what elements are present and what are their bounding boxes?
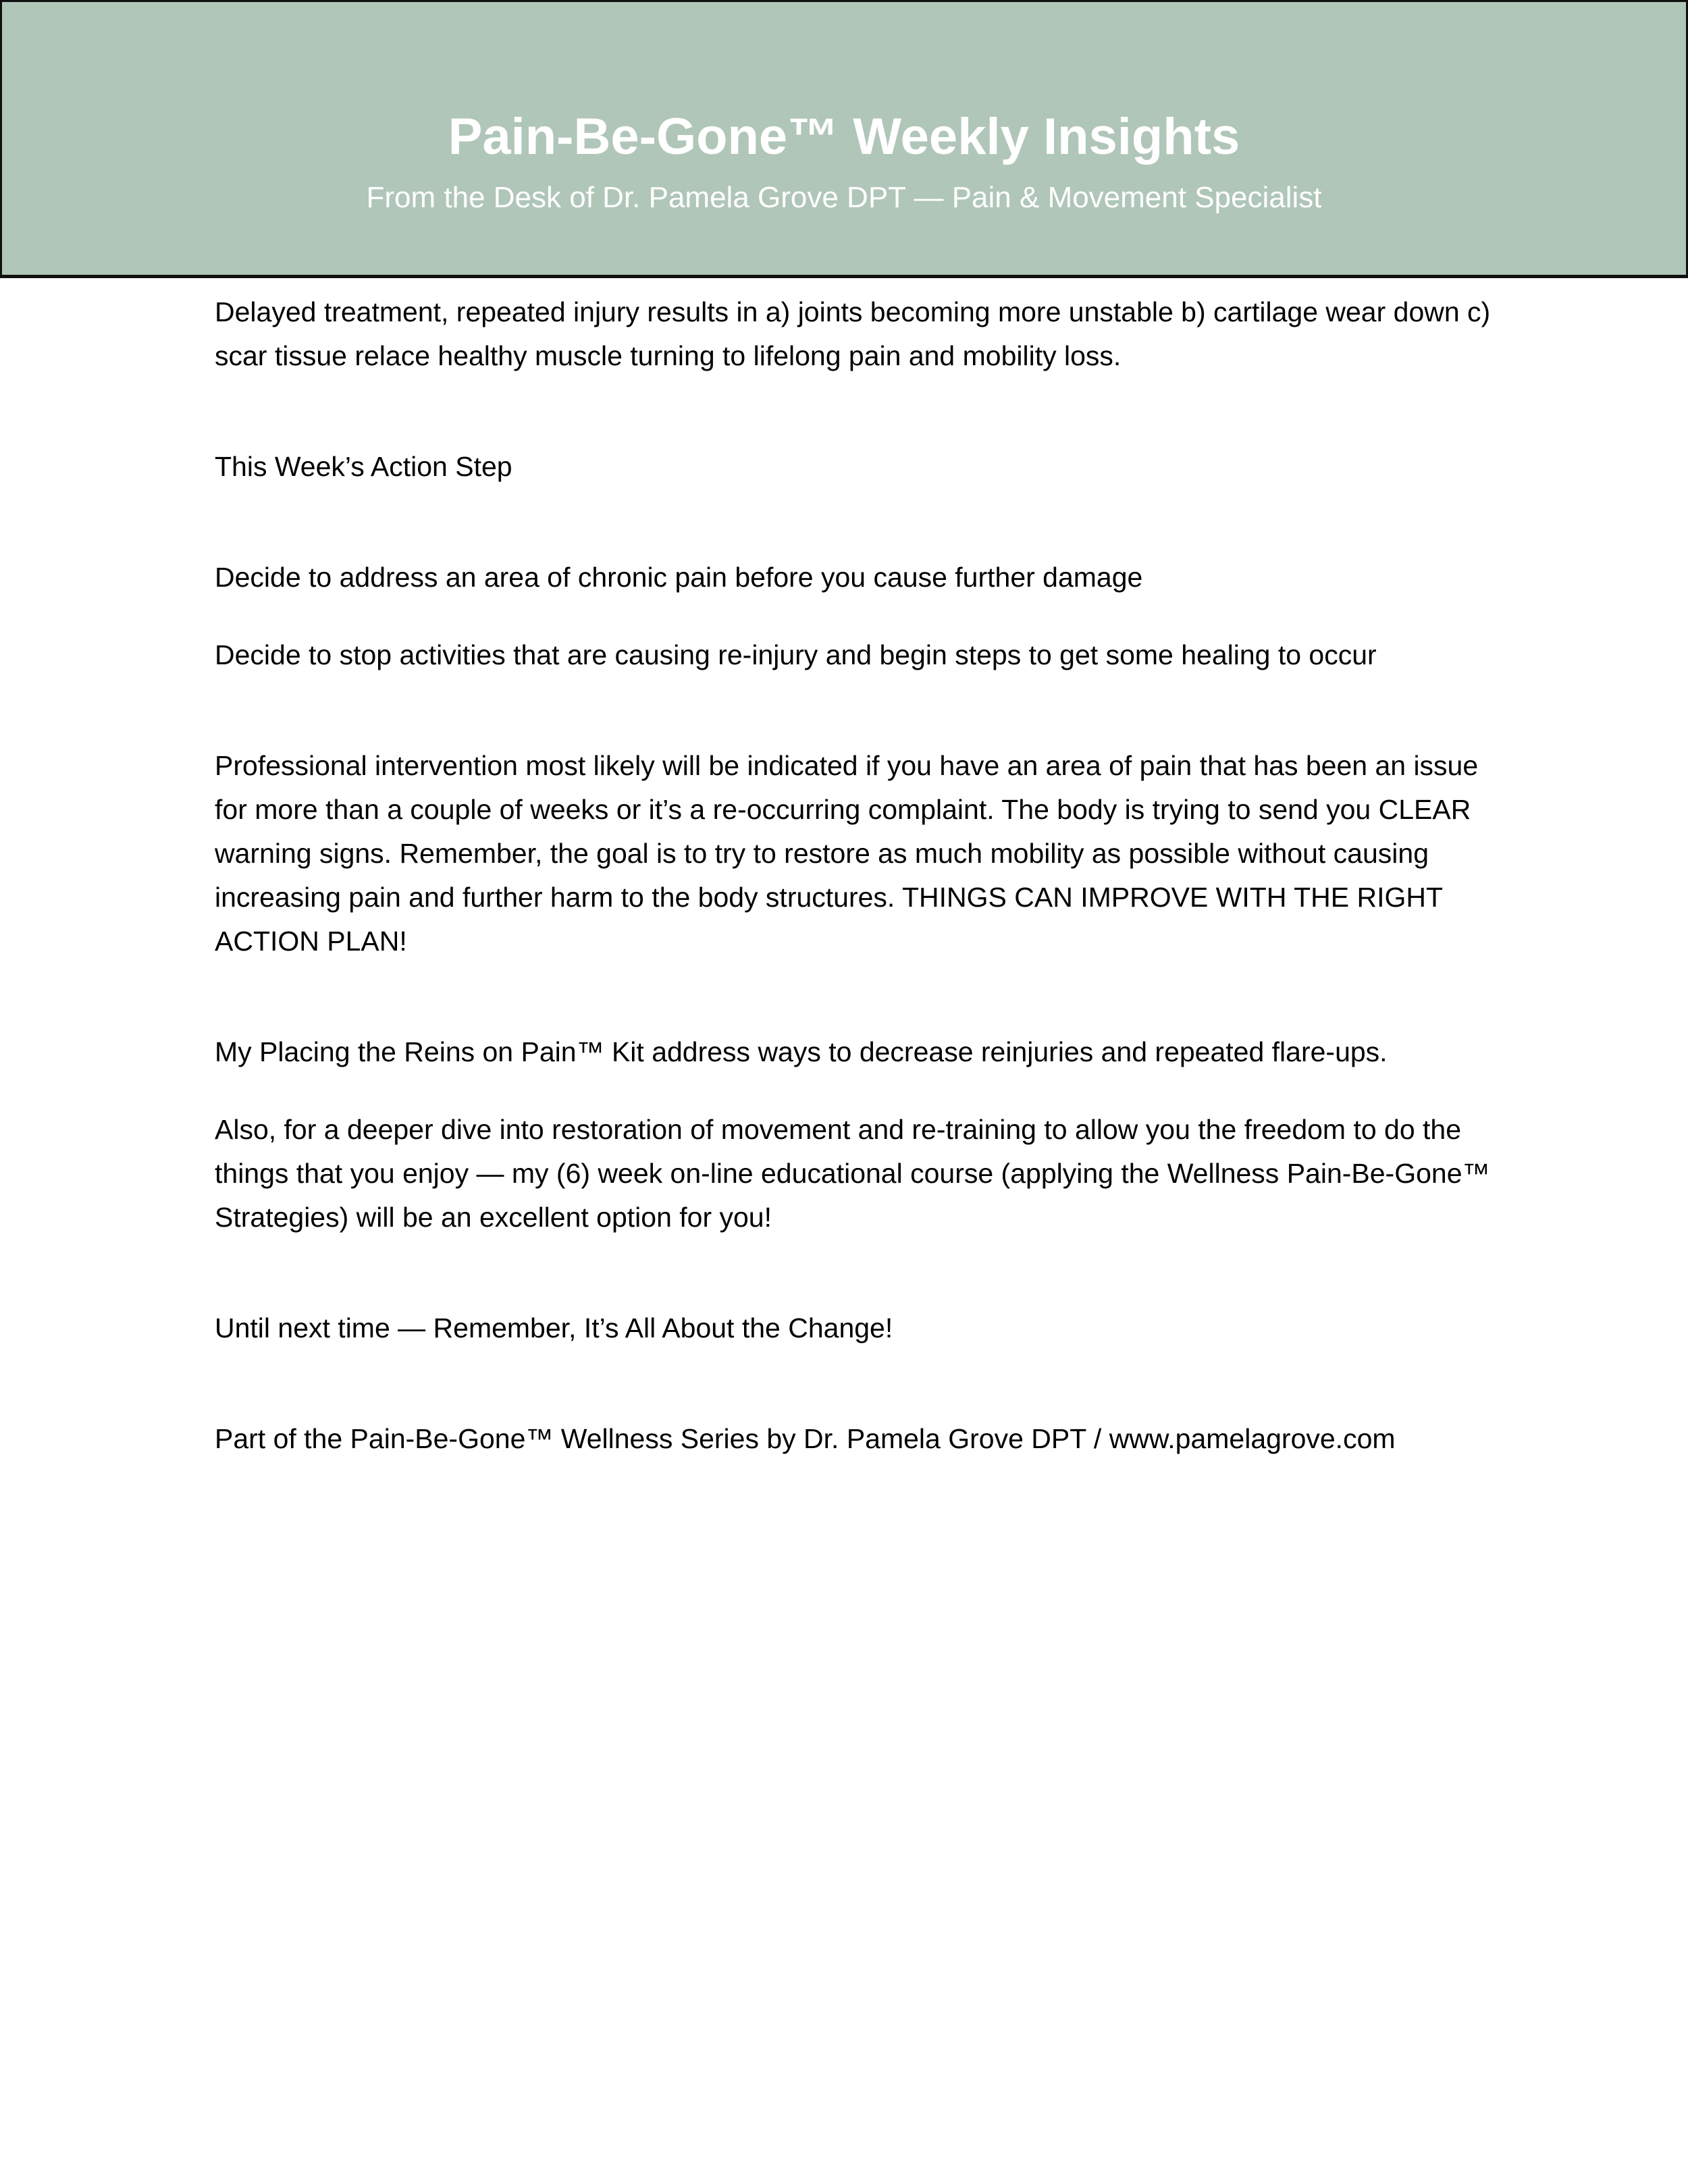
course-paragraph: Also, for a deeper dive into restoration of movement and re-training to allow you the freedom to do the things that you enjoy — my (6) week on-line educational course (applying the Wellness Pain-Be-Gone™ Strategies) will be an excellent option for you!: [215, 1114, 1490, 1233]
newsletter-header: [0, 0, 1688, 278]
newsletter-body: [215, 290, 1491, 1461]
delayed-treatment-paragraph: Delayed treatment, repeated injury results in a) joints becoming more unstable b) cartilage wear down c) scar tissue relace healthy muscle turning to lifelong pain and mobility loss.: [215, 296, 1491, 371]
newsletter-title: Pain-Be-Gone™ Weekly Insights: [448, 108, 1240, 165]
action-item-stop-activities: Decide to stop activities that are causing re-injury and begin steps to get some healing to occur: [215, 639, 1377, 670]
professional-intervention-paragraph: Professional intervention most likely will be indicated if you have an area of pain that has been an issue for more than a couple of weeks or it’s a re-occurring complaint. The body is trying to send you CLEAR warning signs. Remember, the goal is to try to restore as much mobility as possible without causing increasing pain and further harm to the body structures. THINGS CAN IMPROVE WITH THE RIGHT ACTION PLAN!: [215, 750, 1479, 957]
newsletter-subtitle: From the Desk of Dr. Pamela Grove DPT — Pain & Movement Specialist: [366, 181, 1322, 214]
action-item-address-pain: Decide to address an area of chronic pain before you cause further damage: [215, 562, 1143, 593]
footer-line: Part of the Pain-Be-Gone™ Wellness Series by Dr. Pamela Grove DPT / www.pamelagrove.com: [215, 1423, 1396, 1454]
closing-line: Until next time — Remember, It’s All About the Change!: [215, 1312, 893, 1343]
kit-paragraph: My Placing the Reins on Pain™ Kit address ways to decrease reinjuries and repeated flare-ups.: [215, 1036, 1388, 1067]
action-step-heading: This Week’s Action Step: [215, 451, 512, 482]
